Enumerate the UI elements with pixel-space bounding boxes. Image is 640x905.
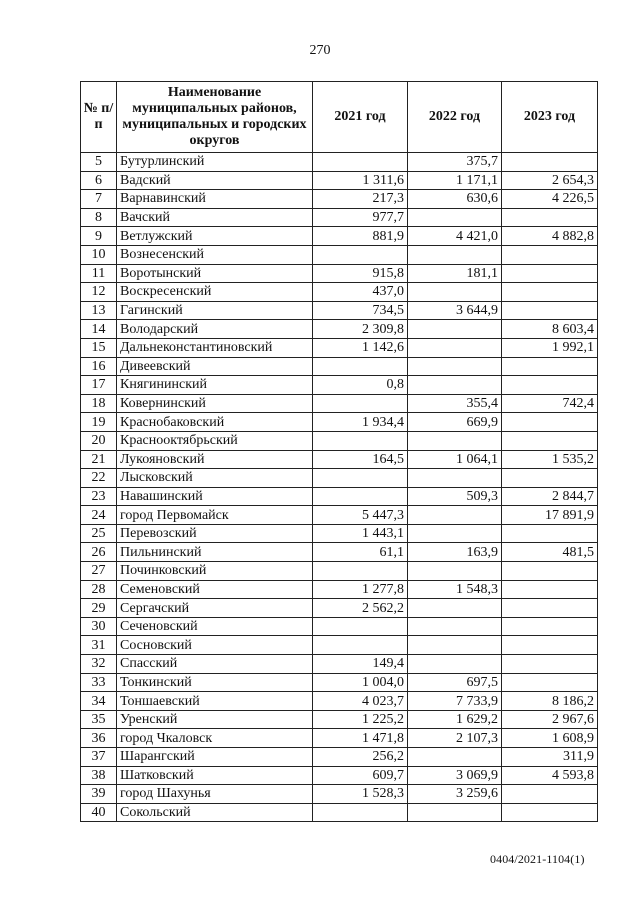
value-2023: 1 535,2 <box>502 450 598 469</box>
table-row <box>81 562 598 581</box>
table-row <box>81 543 598 562</box>
value-2021 <box>313 562 408 581</box>
value-2021: 1 934,4 <box>313 413 408 432</box>
value-2022 <box>408 562 502 581</box>
value-2021: 5 447,3 <box>313 506 408 525</box>
value-2021: 977,7 <box>313 208 408 227</box>
table-row <box>81 320 598 339</box>
municipality-name: Ветлужский <box>117 227 313 246</box>
value-2021: 881,9 <box>313 227 408 246</box>
municipality-name: Шарангский <box>117 748 313 767</box>
row-number: 7 <box>81 190 117 209</box>
value-2021: 437,0 <box>313 283 408 302</box>
value-2022: 3 069,9 <box>408 766 502 785</box>
value-2023 <box>502 636 598 655</box>
table-row <box>81 413 598 432</box>
header-number: № п/п <box>81 82 117 153</box>
value-2022: 3 259,6 <box>408 785 502 804</box>
value-2023: 1 608,9 <box>502 729 598 748</box>
value-2023 <box>502 785 598 804</box>
table-row <box>81 245 598 264</box>
value-2023: 2 967,6 <box>502 710 598 729</box>
municipality-name: Лукояновский <box>117 450 313 469</box>
municipality-name: Гагинский <box>117 301 313 320</box>
table-row <box>81 636 598 655</box>
value-2023: 742,4 <box>502 394 598 413</box>
value-2023 <box>502 580 598 599</box>
row-number: 36 <box>81 729 117 748</box>
table-row <box>81 338 598 357</box>
row-number: 34 <box>81 692 117 711</box>
value-2023 <box>502 301 598 320</box>
municipality-name: Лысковский <box>117 469 313 488</box>
row-number: 5 <box>81 153 117 172</box>
table-row <box>81 301 598 320</box>
municipality-name: Воротынский <box>117 264 313 283</box>
municipality-name: Вознесенский <box>117 245 313 264</box>
row-number: 38 <box>81 766 117 785</box>
value-2023 <box>502 803 598 822</box>
value-2022 <box>408 636 502 655</box>
value-2021: 164,5 <box>313 450 408 469</box>
row-number: 15 <box>81 338 117 357</box>
value-2023 <box>502 413 598 432</box>
row-number: 25 <box>81 524 117 543</box>
value-2023 <box>502 208 598 227</box>
value-2022: 669,9 <box>408 413 502 432</box>
municipality-name: Уренский <box>117 710 313 729</box>
value-2023 <box>502 617 598 636</box>
municipality-name: Дальнеконстантиновский <box>117 338 313 357</box>
table-row <box>81 431 598 450</box>
value-2023: 1 992,1 <box>502 338 598 357</box>
value-2021: 1 311,6 <box>313 171 408 190</box>
table-row <box>81 450 598 469</box>
value-2021: 1 142,6 <box>313 338 408 357</box>
value-2022 <box>408 376 502 395</box>
value-2021: 1 528,3 <box>313 785 408 804</box>
value-2023: 481,5 <box>502 543 598 562</box>
value-2022 <box>408 524 502 543</box>
header-2021: 2021 год <box>313 82 408 153</box>
table-row <box>81 599 598 618</box>
row-number: 13 <box>81 301 117 320</box>
value-2023: 17 891,9 <box>502 506 598 525</box>
row-number: 12 <box>81 283 117 302</box>
value-2023 <box>502 655 598 674</box>
row-number: 10 <box>81 245 117 264</box>
municipality-name: город Шахунья <box>117 785 313 804</box>
value-2022 <box>408 357 502 376</box>
value-2023 <box>502 469 598 488</box>
row-number: 23 <box>81 487 117 506</box>
municipality-name: Семеновский <box>117 580 313 599</box>
value-2022: 7 733,9 <box>408 692 502 711</box>
row-number: 20 <box>81 431 117 450</box>
value-2021: 609,7 <box>313 766 408 785</box>
municipality-name: Бутурлинский <box>117 153 313 172</box>
municipality-name: Вадский <box>117 171 313 190</box>
municipality-name: Навашинский <box>117 487 313 506</box>
value-2021 <box>313 245 408 264</box>
row-number: 27 <box>81 562 117 581</box>
value-2023 <box>502 283 598 302</box>
table-row <box>81 785 598 804</box>
table-row <box>81 487 598 506</box>
value-2021: 2 309,8 <box>313 320 408 339</box>
value-2022: 1 171,1 <box>408 171 502 190</box>
value-2022 <box>408 617 502 636</box>
table-row <box>81 357 598 376</box>
row-number: 6 <box>81 171 117 190</box>
value-2021 <box>313 803 408 822</box>
value-2023: 8 603,4 <box>502 320 598 339</box>
row-number: 14 <box>81 320 117 339</box>
value-2023 <box>502 599 598 618</box>
table-row <box>81 766 598 785</box>
value-2021 <box>313 394 408 413</box>
value-2023: 4 593,8 <box>502 766 598 785</box>
value-2021: 1 443,1 <box>313 524 408 543</box>
table-row <box>81 506 598 525</box>
value-2023 <box>502 153 598 172</box>
row-number: 9 <box>81 227 117 246</box>
value-2022: 630,6 <box>408 190 502 209</box>
municipality-name: Шатковский <box>117 766 313 785</box>
value-2021 <box>313 357 408 376</box>
value-2023 <box>502 245 598 264</box>
table-header <box>81 82 598 153</box>
value-2023: 2 654,3 <box>502 171 598 190</box>
value-2021: 61,1 <box>313 543 408 562</box>
value-2022 <box>408 320 502 339</box>
value-2023: 2 844,7 <box>502 487 598 506</box>
value-2021: 1 277,8 <box>313 580 408 599</box>
value-2021 <box>313 153 408 172</box>
row-number: 28 <box>81 580 117 599</box>
municipality-name: Сеченовский <box>117 617 313 636</box>
value-2021 <box>313 431 408 450</box>
table-row <box>81 729 598 748</box>
table-row <box>81 376 598 395</box>
row-number: 35 <box>81 710 117 729</box>
table-row <box>81 469 598 488</box>
value-2021: 217,3 <box>313 190 408 209</box>
municipality-name: Володарский <box>117 320 313 339</box>
row-number: 32 <box>81 655 117 674</box>
row-number: 22 <box>81 469 117 488</box>
table-row <box>81 748 598 767</box>
table-row <box>81 803 598 822</box>
value-2022: 375,7 <box>408 153 502 172</box>
row-number: 24 <box>81 506 117 525</box>
value-2022: 181,1 <box>408 264 502 283</box>
value-2022: 509,3 <box>408 487 502 506</box>
value-2022 <box>408 208 502 227</box>
municipality-name: Сергачский <box>117 599 313 618</box>
municipality-name: Тоншаевский <box>117 692 313 711</box>
value-2021 <box>313 636 408 655</box>
row-number: 19 <box>81 413 117 432</box>
value-2021: 915,8 <box>313 264 408 283</box>
row-number: 37 <box>81 748 117 767</box>
row-number: 18 <box>81 394 117 413</box>
table-row <box>81 692 598 711</box>
value-2023 <box>502 376 598 395</box>
header-name: Наименование муниципальных районов, муниципальных и городских округов <box>117 82 313 153</box>
table-row <box>81 580 598 599</box>
value-2021 <box>313 487 408 506</box>
value-2023 <box>502 562 598 581</box>
value-2021: 4 023,7 <box>313 692 408 711</box>
value-2022: 3 644,9 <box>408 301 502 320</box>
value-2022 <box>408 748 502 767</box>
value-2023 <box>502 357 598 376</box>
municipality-name: Воскресенский <box>117 283 313 302</box>
value-2021: 1 004,0 <box>313 673 408 692</box>
value-2022: 2 107,3 <box>408 729 502 748</box>
value-2023 <box>502 524 598 543</box>
value-2022 <box>408 599 502 618</box>
value-2021: 0,8 <box>313 376 408 395</box>
value-2023 <box>502 673 598 692</box>
municipality-name: Тонкинский <box>117 673 313 692</box>
municipality-name: Перевозский <box>117 524 313 543</box>
municipality-name: город Первомайск <box>117 506 313 525</box>
municipality-name: Варнавинский <box>117 190 313 209</box>
table-row <box>81 190 598 209</box>
value-2022 <box>408 338 502 357</box>
row-number: 29 <box>81 599 117 618</box>
table-row <box>81 153 598 172</box>
value-2021: 256,2 <box>313 748 408 767</box>
row-number: 40 <box>81 803 117 822</box>
value-2021 <box>313 469 408 488</box>
document-code: 0404/2021-1104(1) <box>490 852 585 866</box>
municipality-name: город Чкаловск <box>117 729 313 748</box>
table-row <box>81 227 598 246</box>
value-2021: 1 471,8 <box>313 729 408 748</box>
header-2022: 2022 год <box>408 82 502 153</box>
table-row <box>81 394 598 413</box>
value-2023 <box>502 264 598 283</box>
value-2022: 1 629,2 <box>408 710 502 729</box>
municipality-name: Ковернинский <box>117 394 313 413</box>
table-row <box>81 617 598 636</box>
value-2022: 1 064,1 <box>408 450 502 469</box>
value-2022 <box>408 506 502 525</box>
table-row <box>81 208 598 227</box>
value-2023: 8 186,2 <box>502 692 598 711</box>
value-2022 <box>408 469 502 488</box>
value-2022: 163,9 <box>408 543 502 562</box>
value-2022: 4 421,0 <box>408 227 502 246</box>
municipality-name: Спасский <box>117 655 313 674</box>
page-number: 270 <box>309 43 331 58</box>
municipality-name: Сокольский <box>117 803 313 822</box>
municipality-name: Краснооктябрьский <box>117 431 313 450</box>
row-number: 16 <box>81 357 117 376</box>
value-2021: 734,5 <box>313 301 408 320</box>
row-number: 31 <box>81 636 117 655</box>
table-row <box>81 655 598 674</box>
value-2022 <box>408 283 502 302</box>
municipality-name: Княгининский <box>117 376 313 395</box>
table-row <box>81 673 598 692</box>
value-2023: 4 882,8 <box>502 227 598 246</box>
value-2022: 1 548,3 <box>408 580 502 599</box>
municipality-name: Вачский <box>117 208 313 227</box>
header-2023: 2023 год <box>502 82 598 153</box>
row-number: 33 <box>81 673 117 692</box>
municipality-name: Починковский <box>117 562 313 581</box>
municipality-name: Дивеевский <box>117 357 313 376</box>
value-2021: 2 562,2 <box>313 599 408 618</box>
table-row <box>81 264 598 283</box>
row-number: 39 <box>81 785 117 804</box>
row-number: 8 <box>81 208 117 227</box>
row-number: 30 <box>81 617 117 636</box>
value-2022: 355,4 <box>408 394 502 413</box>
municipality-name: Краснобаковский <box>117 413 313 432</box>
table-row <box>81 710 598 729</box>
row-number: 17 <box>81 376 117 395</box>
row-number: 11 <box>81 264 117 283</box>
value-2022 <box>408 431 502 450</box>
value-2022: 697,5 <box>408 673 502 692</box>
value-2022 <box>408 655 502 674</box>
value-2023: 311,9 <box>502 748 598 767</box>
table-row <box>81 524 598 543</box>
value-2023: 4 226,5 <box>502 190 598 209</box>
row-number: 21 <box>81 450 117 469</box>
value-2021: 1 225,2 <box>313 710 408 729</box>
value-2022 <box>408 803 502 822</box>
value-2023 <box>502 431 598 450</box>
table-row <box>81 171 598 190</box>
value-2021 <box>313 617 408 636</box>
value-2022 <box>408 245 502 264</box>
table-row <box>81 283 598 302</box>
municipality-name: Сосновский <box>117 636 313 655</box>
value-2021: 149,4 <box>313 655 408 674</box>
municipality-name: Пильнинский <box>117 543 313 562</box>
municipal-funding-table <box>80 81 598 822</box>
row-number: 26 <box>81 543 117 562</box>
table-body <box>81 153 598 822</box>
